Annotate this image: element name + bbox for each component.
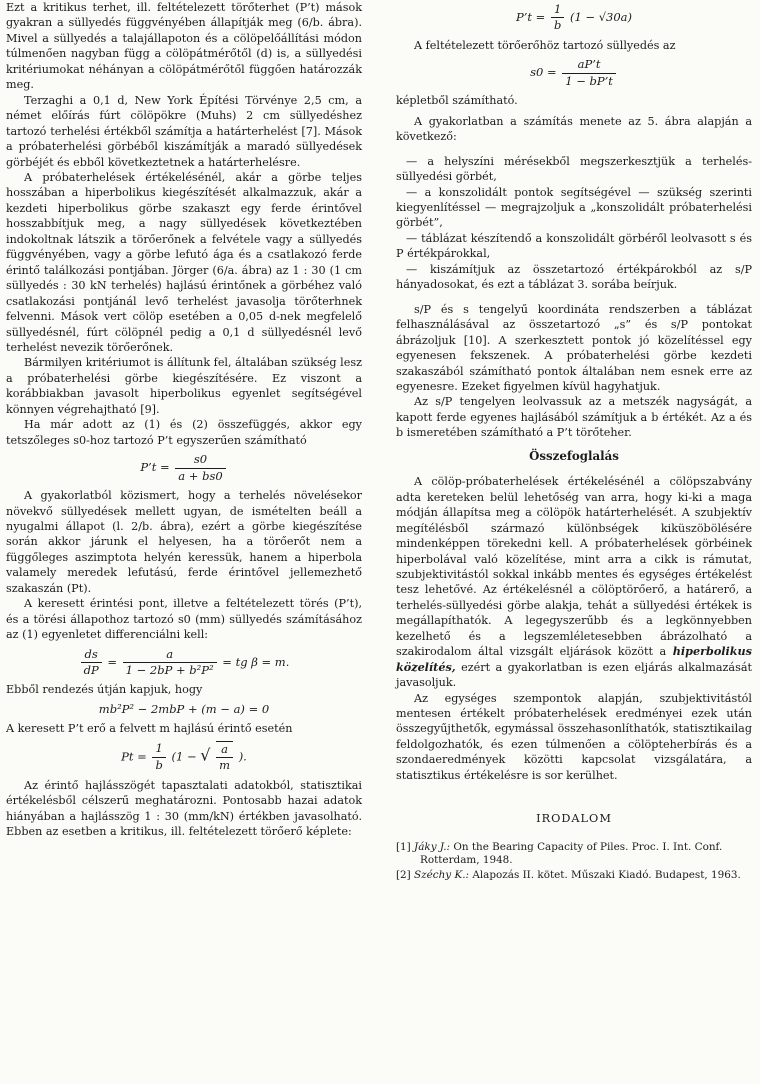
section-heading: Összefoglalás bbox=[529, 448, 619, 463]
fraction: $\frac{a}{\text{1 − 2bP + b²P²}}$ bbox=[123, 647, 217, 679]
paragraph: Ha már adott az (1) és (2) összefüggés, akkor egy tetszőleges s0-hoz tartozó P’t egyszerűen számítható bbox=[6, 418, 362, 447]
list-item: — a helyszíni mérésekből megszerkesztjük a terhelés-süllyedési görbét, bbox=[396, 154, 752, 184]
reference-item: [1] Jáky J.: On the Bearing Capacity of Piles. Proc. I. Int. Conf. Rotterdam, 1948. bbox=[396, 840, 723, 867]
references-heading: IRODALOM bbox=[536, 812, 612, 826]
fraction: $\frac{1}{b}$ bbox=[152, 741, 165, 773]
right-column bbox=[396, 0, 752, 884]
formula-critical-force: P’t = $\frac{1}{b}$ (1 − √30a) bbox=[515, 2, 633, 33]
paragraph: s/P és s tengelyű koordináta rendszerben a táblázat felhasználásával az összetartozó „s” és s/P pontokat ábrázoljuk [10]. A szerkesztett pontok jó közelítéssel egy egyenesen fekszenek. A próbaterhelési görbe kezdeti szakaszából számítható pontok általában nem esnek erre az egyenesre. Ezeket figyelmen kívül hagyhatjuk. bbox=[396, 302, 752, 393]
paragraph: Az s/P tengelyen leolvassuk az a metszék nagyságát, a kapott ferde egyenes hajlásából számítjuk a b értékét. Az a és b ismeretében számítható a P’t törőteher. bbox=[396, 395, 752, 440]
paragraph: Ezt a kritikus terhet, ill. feltételezett törőterhet (P’t) mások gyakran a süllyedés függvényében állapítják meg (6/b. ábra). Mivel a süllyedés a talajállapoton és a cölöpelőállítási módon túlmenően nagyban függ a cölöpátmérőtől (d) is, a süllyedési kritériumokat néhányan a cölöpátmérőtől függően határozzák meg. bbox=[6, 1, 362, 92]
formula-settlement: s0 = $\frac{aP’t}{1 - bP’t}$ bbox=[396, 57, 752, 89]
paragraph: A gyakorlatból közismert, hogy a terhelés növelésekor növekvő süllyedések mellett ugyan, de ismételten beáll a nyugalmi állapot (l. 2/b. ábra), ezért a görbe kiegészítése során akkor járunk el helyesen, ha a törőerőt nem a függőleges aszimptota helyén keressük, hanem a hiperbola valamely meredek lefutású, ferde érintővel jellemezhető szakaszán (Pt). bbox=[6, 489, 362, 595]
reference-item: [2] Széchy K.: Alapozás II. kötet. Műszaki Kiadó. Budapest, 1963. bbox=[396, 868, 741, 881]
summary-paragraph: Az egységes szempontok alapján, szubjektivitástól mentesen értékelt próbaterhelések eredményei ezek után összegyűjthetők, egymással összehasonlíthatók, statisztikailag feldolgozhatók, és ezen túlmenően a cölöpteherbírás és a szondaeredmények közötti kapcsolat vizsgálatára, a statisztikus értékelésre is sor kerülhet. bbox=[396, 691, 752, 782]
fraction: $\frac{aP’t}{1 - bP’t}$ bbox=[562, 57, 616, 89]
formula-pt: P’t = $\frac{s0}{a + bs0}$ bbox=[6, 452, 362, 484]
formula-tangent-force: Pt = $\frac{1}{b}$ (1 − √ $\frac{a}{m}$ ). bbox=[121, 741, 247, 773]
list-item: — kiszámítjuk az összetartozó értékpárokból az s/P hányadosokat, és ezt a táblázat 3. sorába beírjuk. bbox=[396, 262, 752, 292]
paragraph: képletből számítható. bbox=[396, 94, 518, 108]
left-column bbox=[6, 0, 362, 840]
paragraph: A próbaterhelések értékelésénél, akár a görbe teljes hosszában a hiperbolikus kiegészítését alkalmazzuk, akár a kezdeti hiperbolikus görbe szakaszt egy ferde érintővel hosszabbítjuk meg, a nagy süllyedések következtében indokoltnak látszik a törőerőnek a felvétele vagy a süllyedés függvényében, vagy a görbe lefutó ága és a csatlakozó ferde érintő találkozási pontjában. Jörger (6/a. ábra) az 1 : 30 (1 cm süllyedés : 30 kN terhelés) hajlású érintőnek a görbéhez való csatlakozási pontjánál levő terhelést javasolja törőterhnek felvenni. Mások vert cölöp esetében a 0,05 d-nek megfelelő süllyedésnél, fúrt cölöpnél pedig a 0,1 d süllyedésnél levő terhelést nevezik törőerőnek. bbox=[6, 170, 362, 354]
formula-quadratic: mb²P² − 2mbP + (m − a) = 0 bbox=[98, 701, 270, 716]
fraction: $\frac{a}{m}$ bbox=[216, 741, 233, 774]
list-item: — a konszolidált pontok segítségével — szükség szerinti kiegyenlítéssel — megrajzoljuk a „konszolidált próbaterhelési görbét”, bbox=[396, 185, 752, 230]
fraction: $\frac{s0}{a + bs0}$ bbox=[175, 452, 225, 484]
paragraph: Bármilyen kritériumot is állítunk fel, általában szükség lesz a próbaterhelési görbe kiegészítésére. Ez viszont a korábbiakban javasolt hiperbolikus egyenlet segítségével könnyen végrehajtható [9]. bbox=[6, 356, 362, 416]
list-item: — táblázat készítendő a konszolidált görbéről leolvasott s és P értékpárokkal, bbox=[396, 231, 752, 261]
fraction: $\frac{ds}{dP}$ bbox=[81, 647, 102, 679]
paragraph: Az érintő hajlásszögét tapasztalati adatokból, statisztikai értékelésből célszerű meghatározni. Pontosabb hazai adatok hiányában a hajlásszög 1 : 30 (mm/kN) értékben javasolható. Ebben az esetben a kritikus, ill. feltételezett törőerő képlete: bbox=[6, 778, 362, 839]
paragraph: A keresett P’t erő a felvett m hajlású érintő esetén bbox=[6, 722, 293, 736]
paragraph: A gyakorlatban a számítás menete az 5. ábra alapján a következő: bbox=[396, 114, 752, 144]
paragraph: A feltételezett törőerőhöz tartozó süllyedés az bbox=[414, 38, 676, 52]
paragraph: Terzaghi a 0,1 d, New York Építési Törvénye 2,5 cm, a német előírás fúrt cölöpökre (Muhs) 2 cm süllyedéshez tartozó terhelési értékből számítja a határterhelést [7]. Mások a próbaterhelési görbéből kiszámítják a maradó süllyedések görbéjét és ebből következtetnek a határterhelésre. bbox=[6, 93, 362, 169]
sqrt-icon: √ bbox=[200, 745, 211, 765]
fraction: $\frac{1}{b}$ bbox=[551, 2, 564, 34]
summary-paragraph: A cölöp-próbaterhelések értékelésénél a cölöpszabvány adta kereteken belül lehetőség van arra, hogy ki-ki a maga módján állapítsa meg a cölöpök határterhelését. A szubjektív megítélésből származó különbségek kiküszöbölésére mindenképpen törekedni kell. A próbaterhelések görbéinek hiperbolával való közelítése, mint arra a cikk is rámutat, szubjektivitástól sokkal inkább mentes és egységes értékelést tesz lehetővé. Az értékelésnél a cölöptörőerő, a határerő, a terhelés-süllyedési görbe alakja, tehát a süllyedési értékek is megállapíthatók. A legegyszerűbb és a legkönnyebben kezelhető és a legszemléletesebben ábrázolható a szakirodalom által vizsgált eljárások között a hiperbolikus közelítés, ezért a gyakorlatban is ezen eljárás alkalmazását javasoljuk. bbox=[396, 475, 753, 690]
formula-derivative: $\frac{ds}{dP}$ = $\frac{a}{\text{1 − 2bP + b²P²}}$ = tg β = m. bbox=[6, 647, 362, 679]
emphasis: hiperbolikus közelítés, bbox=[396, 644, 752, 674]
paragraph: A keresett érintési pont, illetve a feltételezett törés (P’t), és a törési állapothoz tartozó s0 (mm) süllyedés számításához az (1) egyenletet differenciálni kell: bbox=[6, 597, 362, 642]
paragraph: Ebből rendezés útján kapjuk, hogy bbox=[6, 683, 203, 697]
